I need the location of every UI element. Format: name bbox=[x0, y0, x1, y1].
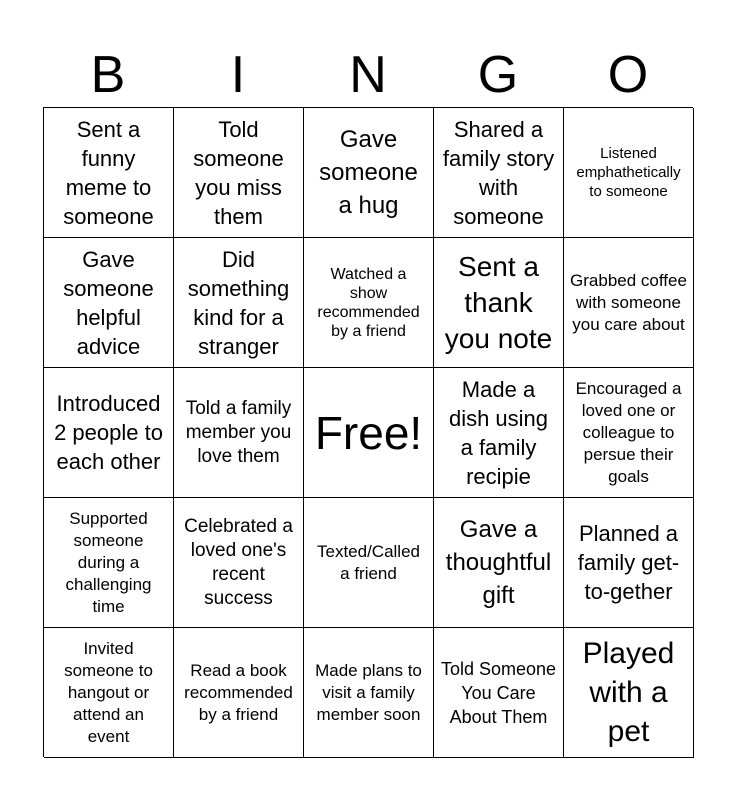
bingo-cell[interactable] bbox=[564, 238, 694, 368]
cell-text: Read a book recommended by a friend bbox=[184, 660, 293, 724]
cell-text: Texted/Called a friend bbox=[316, 541, 420, 583]
bingo-cell[interactable] bbox=[174, 628, 304, 758]
cell-text: Sent a thank you note bbox=[444, 250, 553, 354]
free-space-text: Free! bbox=[314, 406, 423, 459]
cell-text: Made a dish using a family recipie bbox=[448, 376, 549, 489]
bingo-cell[interactable] bbox=[434, 498, 564, 628]
bingo-cell[interactable] bbox=[174, 498, 304, 628]
bingo-cell[interactable] bbox=[174, 238, 304, 368]
header-letter-o: O bbox=[607, 46, 649, 104]
cell-text: Played with a pet bbox=[582, 637, 675, 748]
cell-text: Gave a thoughtful gift bbox=[445, 516, 552, 609]
cell-text: Did something kind for a stranger bbox=[187, 246, 290, 359]
bingo-cell[interactable] bbox=[304, 108, 434, 238]
cell-text: Made plans to visit a family member soon bbox=[315, 660, 422, 724]
bingo-cell[interactable] bbox=[44, 628, 174, 758]
bingo-cell[interactable] bbox=[304, 628, 434, 758]
header-letter-n: N bbox=[349, 46, 387, 104]
bingo-cell[interactable] bbox=[304, 238, 434, 368]
header-letter-b: B bbox=[90, 46, 126, 104]
cell-text: Gave someone helpful advice bbox=[63, 246, 154, 359]
cell-text: Supported someone during a challenging time bbox=[65, 508, 152, 616]
bingo-cell[interactable] bbox=[44, 368, 174, 498]
bingo-cell[interactable] bbox=[434, 628, 564, 758]
cell-text: Told a family member you love them bbox=[185, 397, 292, 467]
cell-text: Shared a family story with someone bbox=[442, 116, 555, 229]
bingo-cell[interactable] bbox=[564, 108, 694, 238]
header-letter-g: G bbox=[477, 46, 519, 104]
cell-text: Told Someone You Care About Them bbox=[440, 658, 557, 727]
header-letter-i: I bbox=[230, 46, 246, 104]
cell-text: Watched a show recommended by a friend bbox=[317, 265, 420, 340]
cell-text: Told someone you miss them bbox=[193, 116, 284, 229]
bingo-cell[interactable] bbox=[564, 368, 694, 498]
cell-text: Planned a family get-to-gether bbox=[577, 521, 680, 604]
cell-text: Celebrated a loved one's recent success bbox=[184, 515, 293, 609]
bingo-cell[interactable] bbox=[564, 628, 694, 758]
cell-text: Introduced 2 people to each other bbox=[54, 391, 163, 474]
bingo-cell[interactable] bbox=[44, 498, 174, 628]
bingo-grid bbox=[43, 107, 693, 757]
bingo-cell[interactable] bbox=[434, 108, 564, 238]
cell-text: Encouraged a loved one or colleague to persue their goals bbox=[575, 378, 682, 486]
bingo-cell[interactable] bbox=[174, 108, 304, 238]
bingo-cell[interactable] bbox=[434, 368, 564, 498]
bingo-cell[interactable] bbox=[434, 238, 564, 368]
bingo-cell[interactable] bbox=[44, 238, 174, 368]
free-space[interactable] bbox=[304, 368, 434, 498]
cell-text: Listened emphathetically to someone bbox=[576, 145, 681, 200]
bingo-header bbox=[43, 44, 693, 106]
bingo-cell[interactable] bbox=[564, 498, 694, 628]
cell-text: Gave someone a hug bbox=[319, 126, 418, 219]
cell-text: Invited someone to hangout or attend an event bbox=[64, 638, 153, 746]
bingo-cell[interactable] bbox=[174, 368, 304, 498]
cell-text: Sent a funny meme to someone bbox=[63, 116, 154, 229]
cell-text: Grabbed coffee with someone you care about bbox=[570, 270, 687, 334]
bingo-cell[interactable] bbox=[44, 108, 174, 238]
bingo-cell[interactable] bbox=[304, 498, 434, 628]
